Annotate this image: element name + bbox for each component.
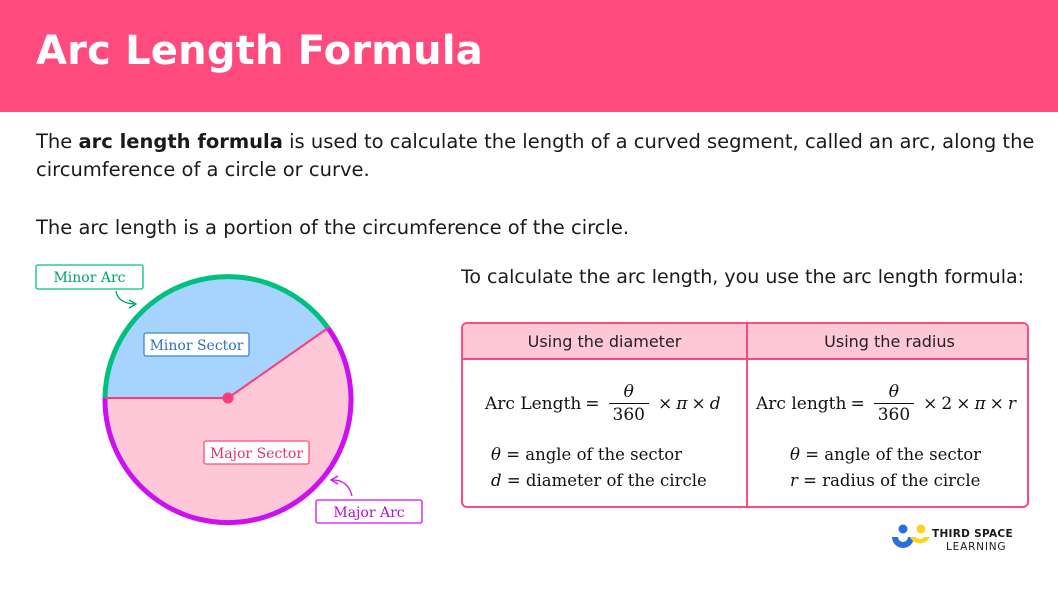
- logo-wordmark: [932, 528, 1013, 554]
- def-r-text: = radius of the circle: [803, 471, 981, 490]
- radius-equals: =: [850, 393, 865, 414]
- radius-numerator: θ: [888, 382, 900, 402]
- center-point: [223, 393, 234, 404]
- diameter-def-d: [491, 468, 707, 494]
- minor-arc-label: Minor Arc: [53, 270, 126, 286]
- radius-def-r: [790, 468, 981, 494]
- radius-two: 2: [941, 393, 953, 414]
- diameter-denominator: 360: [609, 403, 649, 426]
- third-space-logo-icon: [890, 521, 930, 557]
- diameter-definitions: [491, 442, 707, 494]
- logo-line1: THIRD SPACE: [932, 528, 1013, 540]
- radius-r: r: [1007, 393, 1017, 414]
- def-r-symbol: r: [790, 471, 798, 490]
- radius-times-2: ×: [956, 393, 971, 414]
- minor-sector-label: Minor Sector: [149, 338, 244, 354]
- header-diameter: Using the diameter: [527, 332, 682, 351]
- diameter-fraction: [609, 381, 649, 426]
- radius-formula: [756, 381, 1016, 426]
- intro-prefix: The: [36, 130, 79, 153]
- diameter-times-1: ×: [658, 393, 673, 414]
- radius-def-theta: [790, 442, 981, 468]
- portion-paragraph: The arc length is a portion of the circumference of the circle.: [36, 216, 630, 239]
- def-theta-symbol: θ: [491, 445, 501, 464]
- header-banner: [0, 0, 1058, 112]
- logo-line2: LEARNING: [946, 541, 1007, 553]
- def-theta-text: = angle of the sector: [506, 445, 683, 464]
- radius-definitions: [790, 442, 981, 494]
- diameter-formula: [485, 381, 721, 426]
- major-sector-label: Major Sector: [209, 446, 304, 462]
- def-d-symbol: d: [491, 471, 502, 490]
- radius-pi: π: [974, 393, 986, 414]
- diameter-equals: =: [585, 393, 600, 414]
- formula-intro: To calculate the arc length, you use the arc length formula:: [461, 266, 1025, 288]
- radius-denominator: 360: [874, 403, 914, 426]
- diameter-def-theta: [491, 442, 707, 468]
- diameter-d: d: [709, 393, 721, 414]
- def-d-text: = diameter of the circle: [506, 471, 707, 490]
- header-radius: Using the radius: [824, 332, 955, 351]
- column-divider: [746, 324, 748, 506]
- formula-table: [461, 322, 1029, 508]
- def-theta-text: = angle of the sector: [805, 445, 982, 464]
- intro-bold-term: arc length formula: [78, 130, 283, 153]
- def-theta-symbol: θ: [790, 445, 800, 464]
- intro-paragraph: [36, 128, 1036, 184]
- diameter-pi: π: [676, 393, 688, 414]
- intro-suffix: is used to calculate the length of a curved segment, called an arc, along the circumference of a circle or curve.: [36, 130, 1035, 181]
- diameter-numerator: θ: [623, 382, 634, 402]
- radius-lhs: Arc length: [756, 393, 847, 414]
- circle-diagram: [0, 255, 440, 535]
- major-arc-label: Major Arc: [333, 505, 405, 521]
- radius-fraction: [874, 381, 914, 426]
- radius-times-1: ×: [923, 393, 938, 414]
- page-title: Arc Length Formula: [36, 28, 483, 74]
- radius-times-3: ×: [989, 393, 1004, 414]
- diameter-times-2: ×: [691, 393, 706, 414]
- diameter-lhs: Arc Length: [485, 393, 582, 414]
